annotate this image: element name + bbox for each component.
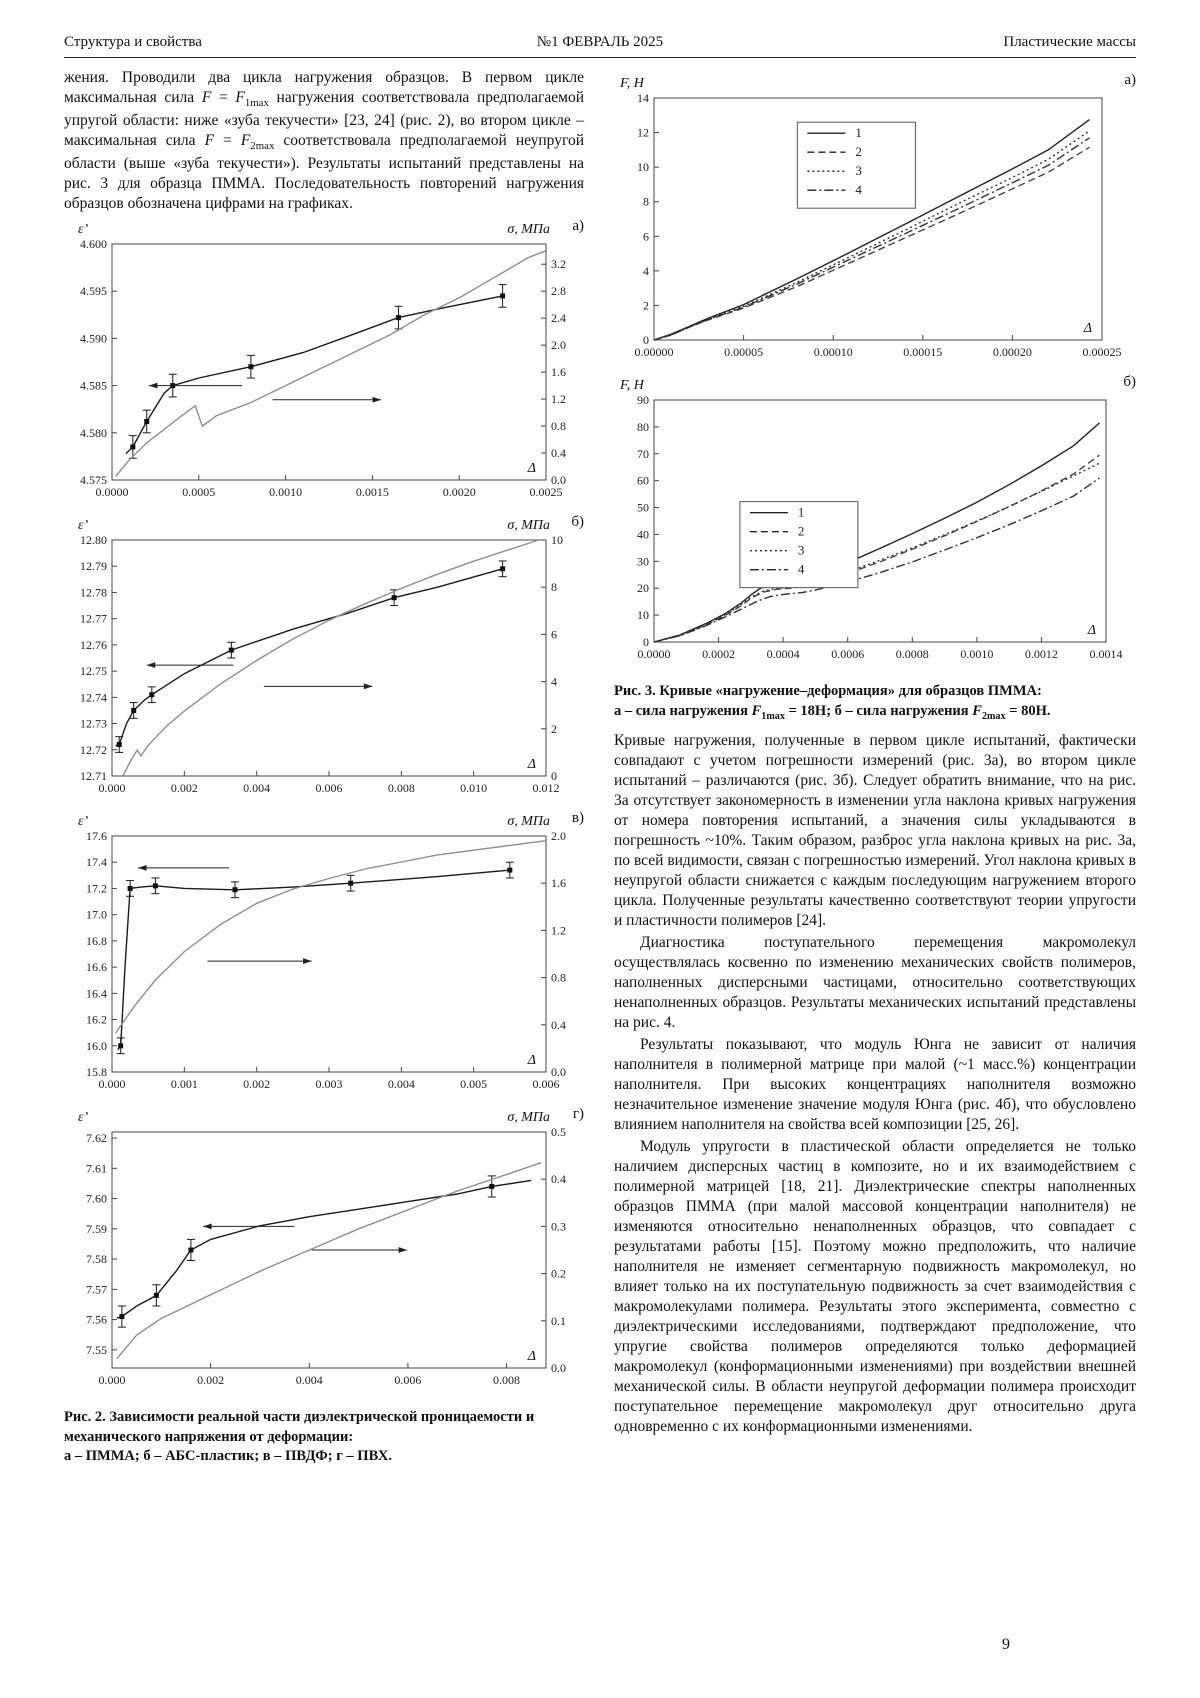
svg-text:7.60: 7.60	[86, 1191, 107, 1206]
svg-text:F, Н: F, Н	[620, 76, 644, 91]
svg-text:15.8: 15.8	[86, 1065, 107, 1080]
svg-text:0.0008: 0.0008	[895, 647, 929, 661]
svg-text:ε’: ε’	[78, 814, 89, 830]
svg-text:7.58: 7.58	[86, 1252, 107, 1267]
svg-text:0.003: 0.003	[315, 1077, 343, 1092]
svg-text:7.56: 7.56	[86, 1312, 107, 1327]
svg-text:0.5: 0.5	[551, 1125, 566, 1140]
svg-text:12: 12	[637, 125, 649, 140]
svg-text:0.1: 0.1	[551, 1313, 566, 1328]
figure2-panel-a	[64, 218, 584, 510]
fig2b-chart	[64, 514, 584, 806]
svg-text:0.0: 0.0	[551, 473, 566, 488]
svg-text:0.0012: 0.0012	[1024, 647, 1058, 661]
svg-text:0.000: 0.000	[98, 781, 126, 796]
figure2-caption-items: а – ПММА; б – АБС-пластик; в – ПВДФ; г – ПВХ.	[64, 1448, 392, 1465]
svg-text:1: 1	[855, 125, 862, 141]
svg-text:0.3: 0.3	[551, 1219, 566, 1234]
left-column	[64, 68, 584, 1467]
svg-text:0.010: 0.010	[460, 781, 488, 796]
fig3b-chart	[614, 374, 1136, 672]
svg-text:90: 90	[637, 393, 649, 407]
svg-text:2.0: 2.0	[551, 829, 566, 844]
two-column-layout	[64, 68, 1136, 1467]
svg-text:3.2: 3.2	[551, 257, 566, 272]
body-paragraph-2: Диагностика поступательного перемещения макромолекул осуществлялась косвенно по изменению механических свойств полимеров, наполненных дисперсными частицами, относительно соответствующих ненаполненных образцов. Результаты механических испытаний представлены на рис. 4.	[614, 934, 1136, 1031]
svg-text:30: 30	[637, 554, 649, 569]
panel-label-a: а)	[572, 218, 584, 235]
svg-text:14: 14	[637, 91, 649, 105]
svg-text:ε’: ε’	[78, 1110, 89, 1126]
svg-text:12.74: 12.74	[80, 690, 107, 705]
svg-text:0.004: 0.004	[295, 1373, 323, 1388]
svg-text:17.6: 17.6	[86, 829, 107, 844]
svg-text:0.002: 0.002	[197, 1373, 225, 1388]
svg-text:12.73: 12.73	[80, 716, 107, 731]
svg-text:7.61: 7.61	[86, 1161, 107, 1176]
svg-text:4.585: 4.585	[80, 378, 107, 393]
svg-text:Δ: Δ	[527, 1053, 536, 1069]
svg-text:17.0: 17.0	[86, 907, 107, 922]
svg-text:0.006: 0.006	[315, 781, 343, 796]
page-number: 9	[1002, 1636, 1010, 1653]
svg-text:7.59: 7.59	[86, 1221, 107, 1236]
svg-text:0.0000: 0.0000	[95, 485, 129, 500]
svg-text:0.000: 0.000	[98, 1373, 126, 1388]
svg-text:2: 2	[797, 523, 805, 539]
svg-text:60: 60	[637, 473, 649, 488]
svg-text:0.012: 0.012	[532, 781, 560, 796]
svg-text:2: 2	[643, 298, 649, 313]
svg-text:0.00005: 0.00005	[724, 345, 764, 359]
svg-text:0.0010: 0.0010	[269, 485, 303, 500]
right-column	[614, 68, 1136, 1467]
svg-text:σ, МПа: σ, МПа	[507, 222, 550, 238]
svg-text:7.57: 7.57	[86, 1282, 107, 1297]
figure3-caption	[614, 682, 1136, 723]
svg-text:12.72: 12.72	[80, 742, 107, 757]
svg-text:0.0004: 0.0004	[766, 647, 800, 661]
svg-text:0.0014: 0.0014	[1089, 647, 1123, 661]
svg-text:0.0000: 0.0000	[637, 647, 671, 661]
figure3-panel-a	[614, 72, 1136, 370]
header-issue: №1 ФЕВРАЛЬ 2025	[536, 34, 664, 50]
figure2-caption-main: Рис. 2. Зависимости реальной части диэлектрической проницаемости и механического напряжения от деформации:	[64, 1409, 535, 1445]
figure3-caption-items: а – сила нагружения $F_{1max} = 18Н$; б – сила нагружения $F_{2max} = 80Н$.	[614, 702, 1051, 722]
svg-text:0.0025: 0.0025	[529, 485, 563, 500]
svg-text:2: 2	[855, 144, 862, 160]
svg-text:0: 0	[643, 333, 649, 347]
svg-text:Δ: Δ	[527, 757, 536, 773]
figure2-caption	[64, 1408, 584, 1467]
svg-text:0.00015: 0.00015	[903, 345, 943, 359]
svg-text:0.2: 0.2	[551, 1266, 566, 1281]
svg-text:0.00010: 0.00010	[813, 345, 853, 359]
fig2a-chart	[64, 218, 584, 510]
svg-text:0.002: 0.002	[243, 1077, 271, 1092]
svg-text:2.4: 2.4	[551, 311, 566, 326]
svg-text:4.575: 4.575	[80, 473, 107, 488]
svg-text:12.78: 12.78	[80, 585, 107, 600]
svg-text:0.004: 0.004	[243, 781, 271, 796]
svg-text:Δ: Δ	[527, 1349, 536, 1365]
svg-text:16.8: 16.8	[86, 933, 107, 948]
svg-text:0.0015: 0.0015	[355, 485, 389, 500]
svg-text:F, Н: F, Н	[620, 378, 644, 393]
svg-text:σ, МПа: σ, МПа	[507, 1110, 550, 1126]
svg-text:0.002: 0.002	[170, 781, 198, 796]
figure2-panel-g	[64, 1106, 584, 1398]
svg-text:0.0002: 0.0002	[702, 647, 736, 661]
svg-text:70: 70	[637, 446, 649, 461]
svg-text:3: 3	[797, 542, 805, 558]
svg-text:4: 4	[643, 263, 649, 278]
svg-text:0.0005: 0.0005	[182, 485, 216, 500]
svg-text:12.71: 12.71	[80, 769, 107, 784]
svg-text:7.62: 7.62	[86, 1131, 107, 1146]
svg-text:12.79: 12.79	[80, 559, 107, 574]
svg-text:16.2: 16.2	[86, 1012, 107, 1027]
panel-label-v: в)	[571, 810, 584, 827]
svg-text:ε’: ε’	[78, 222, 89, 238]
svg-text:4: 4	[797, 561, 805, 577]
svg-text:0.001: 0.001	[170, 1077, 198, 1092]
svg-text:0.008: 0.008	[493, 1373, 521, 1388]
svg-text:16.6: 16.6	[86, 960, 107, 975]
figure3-caption-main: Рис. 3. Кривые «нагружение–деформация» для образцов ПММА:	[614, 683, 1042, 699]
svg-text:0.008: 0.008	[387, 781, 415, 796]
body-paragraph-4: Модуль упругости в пластической области определяется не только наличием дисперсных частиц в композите, но и их взаимодействием с полимерной матрицей [18, 21]. Диэлектрические спектры наполненных образцов ПММА (при малой массовой концентрации наполнителя) не изменяются относительно ненаполненных образцов, что совпадает с результатами работы [15]. Поэтому можно предположить, что наличие наполнителя не изменяет сегментарную подвижность макромолекул, но влияет только на их поступательную подвижность за счет взаимодействия с макромолекулами полимера. Результаты этого эксперимента, совместно с диэлектрическими исследованиями, подтверждают предположение, что упругие свойства полимеров определяются только деформацией макромолекул (конформационными изменениями) при воздействии внешней механической силы. В области неупругой деформации полимера происходит поступательное перемещение макромолекул друг относительно друга одновременно с их конформационными изменениями.	[614, 1137, 1136, 1435]
svg-text:0.000: 0.000	[98, 1077, 126, 1092]
fig2g-chart	[64, 1106, 584, 1398]
svg-text:1.2: 1.2	[551, 923, 566, 938]
svg-text:0.8: 0.8	[551, 970, 566, 985]
svg-text:0.005: 0.005	[460, 1077, 488, 1092]
svg-text:20: 20	[637, 581, 649, 596]
svg-text:2.8: 2.8	[551, 284, 566, 299]
svg-text:12.76: 12.76	[80, 637, 107, 652]
svg-text:0.0: 0.0	[551, 1361, 566, 1376]
svg-text:50: 50	[637, 500, 649, 515]
fig2v-chart	[64, 810, 584, 1102]
svg-text:4.590: 4.590	[80, 331, 107, 346]
svg-text:10: 10	[637, 160, 649, 175]
svg-text:0.0010: 0.0010	[960, 647, 994, 661]
svg-text:40: 40	[637, 527, 649, 542]
svg-text:2.0: 2.0	[551, 338, 566, 353]
svg-text:0.8: 0.8	[551, 419, 566, 434]
svg-text:1.2: 1.2	[551, 392, 566, 407]
svg-text:8: 8	[551, 580, 557, 595]
header-journal-title: Пластические массы	[1003, 34, 1136, 50]
svg-text:0.00000: 0.00000	[634, 345, 674, 359]
svg-text:4.580: 4.580	[80, 425, 107, 440]
figure3-panel-b	[614, 374, 1136, 672]
svg-text:Δ: Δ	[527, 461, 536, 477]
svg-text:Δ: Δ	[1087, 623, 1096, 638]
svg-text:0.0: 0.0	[551, 1065, 566, 1080]
svg-text:0.0020: 0.0020	[442, 485, 476, 500]
svg-text:12.80: 12.80	[80, 533, 107, 548]
svg-text:0.004: 0.004	[387, 1077, 415, 1092]
svg-text:Δ: Δ	[1083, 321, 1092, 336]
panel-label-b: б)	[571, 514, 584, 531]
svg-text:8: 8	[643, 194, 649, 209]
svg-text:0.00025: 0.00025	[1082, 345, 1122, 359]
svg-text:0.4: 0.4	[551, 1172, 566, 1187]
svg-text:0.00020: 0.00020	[992, 345, 1032, 359]
svg-text:10: 10	[637, 608, 649, 623]
svg-text:ε’: ε’	[78, 518, 89, 534]
svg-text:0.006: 0.006	[394, 1373, 422, 1388]
svg-text:2: 2	[551, 721, 557, 736]
svg-text:4: 4	[551, 674, 557, 689]
svg-text:0.4: 0.4	[551, 446, 566, 461]
panel-label-g: г)	[572, 1106, 584, 1123]
fig3a-chart	[614, 72, 1136, 370]
svg-text:σ, МПа: σ, МПа	[507, 518, 550, 534]
figure2-panel-b	[64, 514, 584, 806]
svg-text:7.55: 7.55	[86, 1342, 107, 1357]
header-section-title: Структура и свойства	[64, 34, 202, 50]
svg-text:4.600: 4.600	[80, 237, 107, 252]
svg-text:10: 10	[551, 533, 563, 548]
svg-text:6: 6	[643, 229, 649, 244]
intro-paragraph: жения. Проводили два цикла нагружения образцов. В первом цикле максимальная сила $F = F_{1max}$ нагружения соответствовала предполагаемой упругой области: ниже «зуба текучести» [23, 24] (рис. 2), во втором цикле – максимальная сила $F = F_{2max}$ соответствовала предполагаемой неупругой области (выше «зуба текучести»). Результаты испытаний представлены на рис. 3 для образца ПММА. Последовательность повторений нагружения образцов обозначена цифрами на графиках.	[64, 69, 584, 213]
svg-text:0.0006: 0.0006	[831, 647, 865, 661]
svg-text:σ, МПа: σ, МПа	[507, 814, 550, 830]
panel-label-fig3a: а)	[1124, 72, 1136, 88]
body-paragraph-3: Результаты показывают, что модуль Юнга не зависит от наличия наполнителя в полимерной матрице при малой (~1 масс.%) концентрации наполнителя. При высоких концентрациях наполнителя возможно незначительное изменение значение модуля Юнга (рис. 4б), что обусловлено влиянием наполнителя на свойства всей композиции [25, 26].	[614, 1035, 1136, 1133]
svg-text:1: 1	[797, 504, 805, 520]
svg-text:3: 3	[855, 163, 862, 179]
svg-text:12.75: 12.75	[80, 664, 107, 679]
figure2-panel-v	[64, 810, 584, 1102]
svg-text:0: 0	[643, 635, 649, 649]
svg-text:6: 6	[551, 627, 557, 642]
page-header	[64, 34, 1136, 51]
svg-text:1.6: 1.6	[551, 876, 566, 891]
svg-text:4.595: 4.595	[80, 284, 107, 299]
svg-text:80: 80	[637, 419, 649, 434]
svg-text:1.6: 1.6	[551, 365, 566, 380]
header-rule	[64, 57, 1136, 58]
svg-text:0.006: 0.006	[532, 1077, 560, 1092]
svg-text:12.77: 12.77	[80, 611, 107, 626]
body-paragraph-1: Кривые нагружения, полученные в первом цикле испытаний, фактически совпадают с учетом погрешности измерений (рис. 3а), во втором цикле испытаний – различаются (рис. 3б). Следует обратить внимание, что на рис. 3а отсутствует закономерность в изменении угла наклона кривых нагружения от номера повторения испытаний, а значения силы укладываются в погрешность ~10%. Таким образом, разброс угла наклона кривых на рис. 3а, по всей видимости, связан с погрешностью измерений. Угол наклона кривых в неупругой области снижается с каждым последующим нагружением второго цикла. Полученные результаты качественно соответствуют теории упругости и пластичности полимеров [24].	[614, 732, 1136, 930]
svg-text:0: 0	[551, 769, 557, 784]
svg-text:16.4: 16.4	[86, 986, 107, 1001]
svg-text:17.4: 17.4	[86, 855, 107, 870]
svg-text:16.0: 16.0	[86, 1038, 107, 1053]
panel-label-fig3b: б)	[1123, 374, 1136, 390]
svg-text:17.2: 17.2	[86, 881, 107, 896]
svg-text:4: 4	[855, 182, 862, 198]
svg-text:0.4: 0.4	[551, 1017, 566, 1032]
